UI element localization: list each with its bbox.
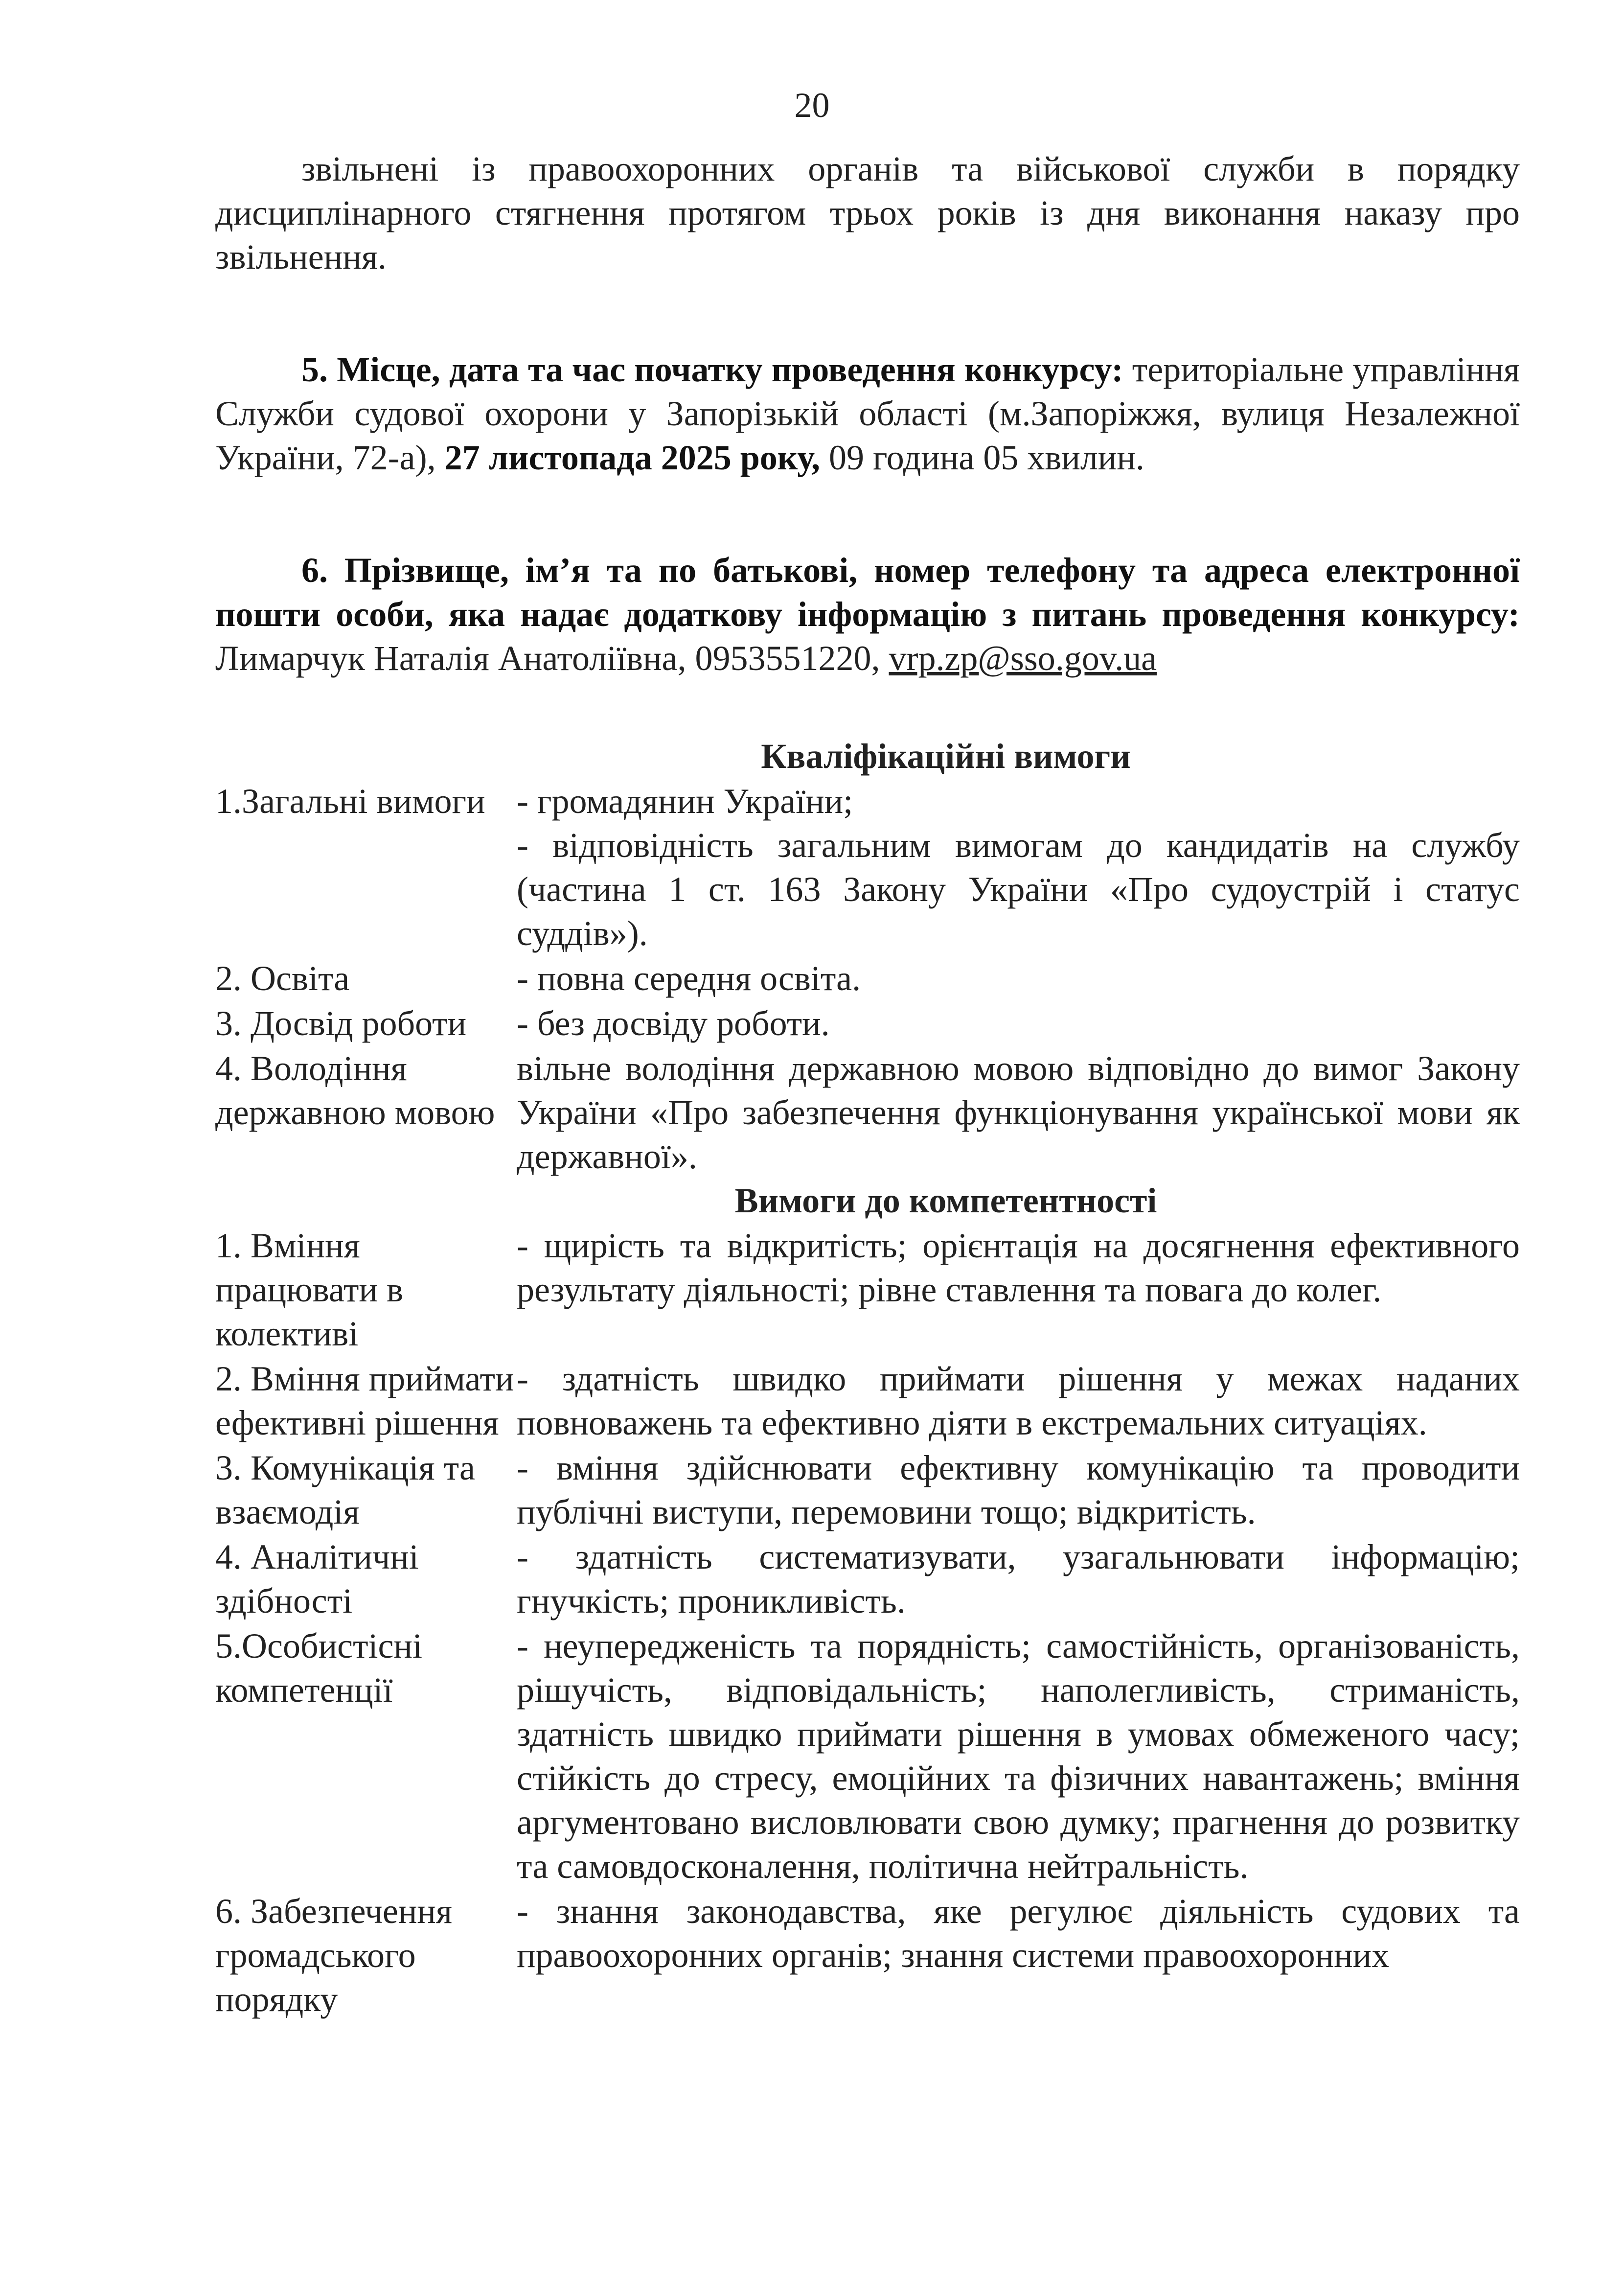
- requirement-label: 4. Аналітичні здібності: [215, 1537, 419, 1621]
- requirement-value: - вміння здійснювати ефективну комунікацію та проводити публічні виступи, перемовини тощо; відкритість.: [517, 1448, 1520, 1531]
- requirement-label: 1. Вміння працювати в колективі: [215, 1226, 403, 1353]
- requirement-label: 2. Вміння приймати ефективні рішення: [215, 1359, 514, 1442]
- requirement-row: [215, 1623, 1520, 1888]
- requirement-value: - громадянин України; - відповідність загальним вимогам до кандидатів на службу (частина 1 ст. 163 Закону України «Про судоустрій і статус суддів»).: [517, 782, 1520, 953]
- qualification-title: Кваліфікаційні вимоги: [761, 737, 1131, 776]
- qualification-table: [215, 778, 1520, 1179]
- requirement-row: [215, 778, 1520, 955]
- requirement-value: - щирість та відкритість; орієнтація на досягнення ефективного результату діяльності; рівне ставлення та повага до колег.: [517, 1226, 1520, 1309]
- requirement-label: 6. Забезпечення громадського порядку: [215, 1892, 453, 2019]
- requirement-row: [215, 1445, 1520, 1534]
- section-5-place: територіальне управління Служби судової охорони у Запорізькій області (м.Запоріжжя, вулиця Незалежної України, 72-а),: [215, 350, 1520, 477]
- requirement-value: - неупередженість та порядність; самостійність, організованість, рішучість, відповідальність; наполегливість, стриманість, здатність швидко приймати рішення в умовах обмеженого часу; стійкість до стресу, емоційних та фізичних навантажень; вміння аргументовано висловлювати свою думку; прагнення до розвитку та самовдосконалення, політична нейтральність.: [517, 1626, 1520, 1886]
- document-body: [215, 147, 1520, 2021]
- page-number: 20: [794, 86, 830, 125]
- contact-email-link[interactable]: vrp.zp@sso.gov.ua: [889, 639, 1157, 678]
- requirement-value: - знання законодавства, яке регулює діяльність судових та правоохоронних органів; знання системи правоохоронних: [517, 1892, 1520, 1975]
- section-6-contact: Лимарчук Наталія Анатоліївна, 0953551220,: [215, 639, 880, 678]
- requirement-row: [215, 955, 1520, 1000]
- requirement-value: - повна середня освіта.: [517, 959, 861, 998]
- requirement-value: - здатність швидко приймати рішення у межах наданих повноважень та ефективно діяти в екстремальних ситуаціях.: [517, 1359, 1520, 1442]
- section-6-heading: 6. Прізвище, ім’я та по батькові, номер телефону та адреса електронної пошти особи, яка надає додаткову інформацію з питань проведення конкурсу:: [215, 551, 1520, 634]
- requirement-value: - здатність систематизувати, узагальнювати інформацію; гнучкість; проникливість.: [517, 1537, 1520, 1621]
- competence-title: Вимоги до компетентності: [734, 1181, 1157, 1220]
- section-5: [215, 347, 1520, 480]
- requirement-value: - без досвіду роботи.: [517, 1004, 830, 1043]
- requirement-label: 1.Загальні вимоги: [215, 782, 485, 821]
- requirement-label: 3. Комунікація та взаємодія: [215, 1448, 475, 1531]
- section-6: [215, 548, 1520, 680]
- requirement-row: [215, 1888, 1520, 2021]
- requirement-row: [215, 1045, 1520, 1179]
- requirement-row: [215, 1534, 1520, 1623]
- requirement-label: 3. Досвід роботи: [215, 1004, 467, 1043]
- requirement-label: 2. Освіта: [215, 959, 350, 998]
- requirement-row: [215, 1356, 1520, 1445]
- section-5-heading: 5. Місце, дата та час початку проведення конкурсу:: [301, 350, 1123, 389]
- section-5-time: 09 година 05 хвилин.: [829, 438, 1144, 477]
- requirement-row: [215, 1000, 1520, 1045]
- section-5-date: 27 листопада 2025 року,: [444, 438, 821, 477]
- competence-table: [215, 1223, 1520, 2021]
- intro-paragraph: звільнені із правоохоронних органів та військової служби в порядку дисциплінарного стягнення протягом трьох років із дня виконання наказу про звільнення.: [215, 149, 1520, 277]
- requirement-row: [215, 1223, 1520, 1356]
- requirement-label: 4. Володіння державною мовою: [215, 1049, 495, 1132]
- requirement-value: вільне володіння державною мовою відповідно до вимог Закону України «Про забезпечення функціонування української мови як державної».: [517, 1049, 1520, 1176]
- requirement-label: 5.Особистісні компетенції: [215, 1626, 423, 1710]
